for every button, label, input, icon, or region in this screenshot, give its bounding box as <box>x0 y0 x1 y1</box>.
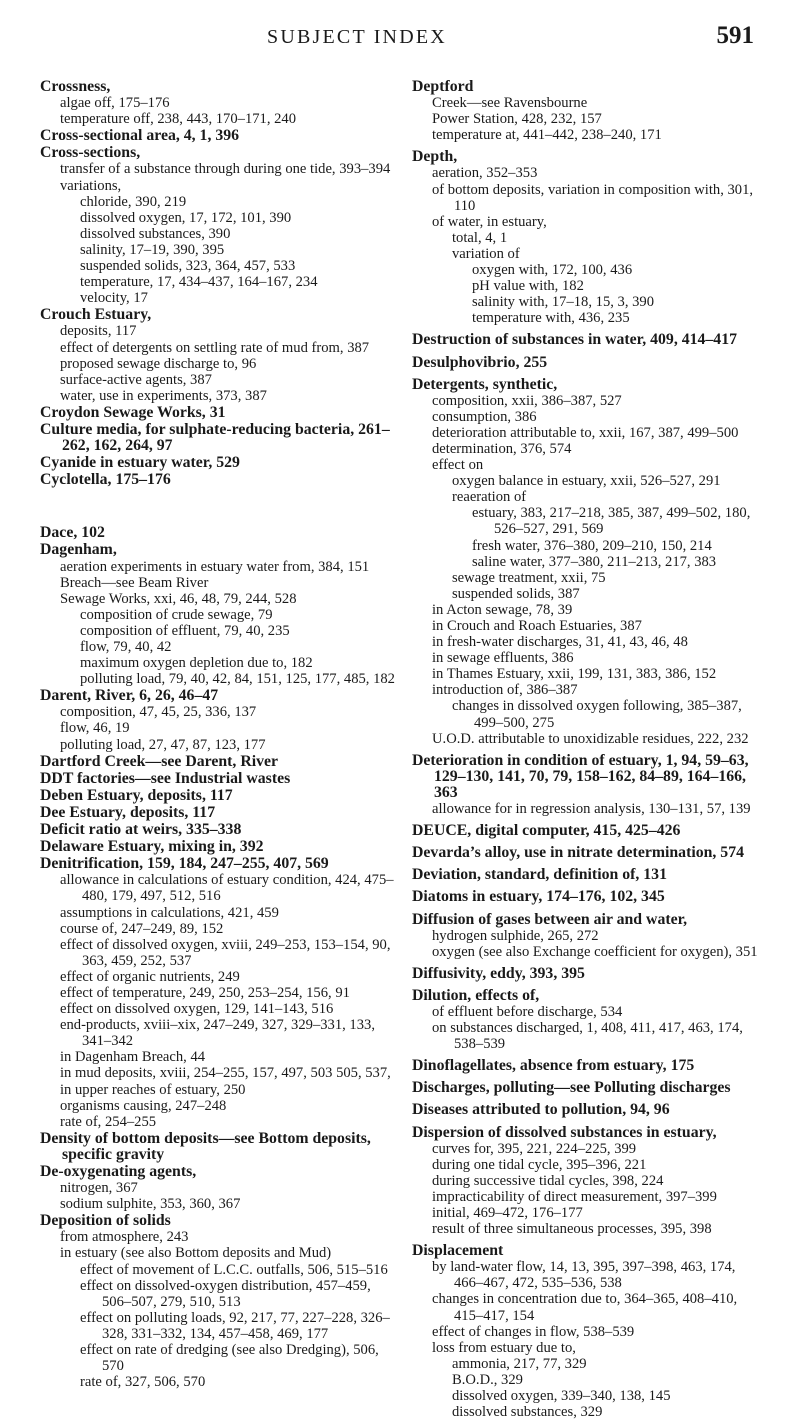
index-subentry: maximum oxygen depletion due to, 182 <box>80 655 313 672</box>
index-subentry: effect on dissolved oxygen, 129, 141–143, 516 <box>60 1001 334 1018</box>
index-heading: Dinoflagellates, absence from estuary, 175 <box>412 1057 695 1075</box>
index-subentry: consumption, 386 <box>432 408 537 425</box>
index-heading: Density of bottom deposits—see Bottom deposits, specific gravity <box>40 1129 371 1163</box>
index-subentry: aeration, 352–353 <box>432 165 538 182</box>
index-subentry: loss from estuary due to, <box>432 1339 576 1356</box>
page-header <box>0 22 800 54</box>
index-heading: Delaware Estuary, mixing in, 392 <box>40 838 264 856</box>
index-heading: Displacement <box>412 1242 504 1260</box>
index-subentry: polluting load, 27, 47, 87, 123, 177 <box>60 736 266 753</box>
index-subentry: effect on rate of dredging (see also Dredging), 506, 570 <box>80 1342 379 1375</box>
index-subentry: impracticability of direct measurement, 397–399 <box>432 1188 717 1205</box>
index-subentry: composition of effluent, 79, 40, 235 <box>80 622 290 639</box>
index-subentry: effect of detergents on settling rate of mud from, 387 <box>60 339 370 356</box>
index-subentry: ammonia, 217, 77, 329 <box>452 1355 587 1372</box>
index-heading: Devarda’s alloy, use in nitrate determination, 574 <box>412 844 745 862</box>
index-subentry: temperature with, 436, 235 <box>472 310 630 327</box>
section-gap <box>40 488 398 524</box>
index-subentry: flow, 79, 40, 42 <box>80 639 172 655</box>
index-subentry: in Thames Estuary, xxii, 199, 131, 383, 386, 152 <box>432 666 717 683</box>
index-heading: Diseases attributed to pollution, 94, 96 <box>412 1101 670 1119</box>
index-heading: Crouch Estuary, <box>40 306 152 324</box>
index-subentry: fresh water, 376–380, 209–210, 150, 214 <box>472 537 712 554</box>
index-subentry: sewage treatment, xxii, 75 <box>452 569 606 586</box>
index-subentry: changes in concentration due to, 364–365, 408–410, 415–417, 154 <box>432 1291 738 1324</box>
index-subentry: dissolved substances, 390 <box>80 225 231 242</box>
index-heading: Deficit ratio at weirs, 335–338 <box>40 821 242 839</box>
index-subentry: by land-water flow, 14, 13, 395, 397–398, 463, 174, 466–467, 472, 535–536, 538 <box>432 1259 736 1292</box>
index-subentry: from atmosphere, 243 <box>60 1229 189 1246</box>
index-column-left <box>40 78 398 1390</box>
index-subentry: variations, <box>60 177 122 194</box>
index-subentry: effect of dissolved oxygen, xviii, 249–253, 153–154, 90, 363, 459, 252, 537 <box>60 936 391 969</box>
index-heading: Deviation, standard, definition of, 131 <box>412 866 667 884</box>
index-subentry: hydrogen sulphide, 265, 272 <box>432 927 599 944</box>
index-heading: Depth, <box>412 148 458 166</box>
index-heading: Denitrification, 159, 184, 247–255, 407, 569 <box>40 855 329 873</box>
index-subentry: in sewage effluents, 386 <box>432 650 574 667</box>
index-heading: Discharges, polluting—see Polluting discharges <box>412 1079 731 1097</box>
index-heading: Deptford <box>412 78 474 95</box>
index-subentry: determination, 376, 574 <box>432 440 572 457</box>
index-heading: De-oxygenating agents, <box>40 1163 197 1180</box>
index-subentry: course of, 247–249, 89, 152 <box>60 920 224 937</box>
index-subentry: in estuary (see also Bottom deposits and Mud) <box>60 1245 332 1262</box>
index-subentry: temperature, 17, 434–437, 164–167, 234 <box>80 274 318 291</box>
index-heading: Dagenham, <box>40 541 117 559</box>
index-heading: Dace, 102 <box>40 524 105 542</box>
index-heading: Desulphovibrio, 255 <box>412 353 548 371</box>
index-subentry: chloride, 390, 219 <box>80 193 187 210</box>
index-subentry: effect of organic nutrients, 249 <box>60 968 240 985</box>
index-subentry: temperature off, 238, 443, 170–171, 240 <box>60 111 297 128</box>
index-subentry: water, use in experiments, 373, 387 <box>60 387 267 404</box>
index-subentry: flow, 46, 19 <box>60 720 130 737</box>
index-heading: Diffusion of gases between air and water, <box>412 910 688 928</box>
index-subentry: oxygen with, 172, 100, 436 <box>472 262 633 279</box>
index-subentry: end-products, xviii–xix, 247–249, 327, 329–331, 133, 341–342 <box>60 1017 375 1050</box>
index-subentry: effect on <box>432 457 484 474</box>
index-subentry: assumptions in calculations, 421, 459 <box>60 904 279 921</box>
index-subentry: effect of changes in flow, 538–539 <box>432 1323 635 1340</box>
index-subentry: composition of crude sewage, 79 <box>80 606 273 623</box>
index-subentry: U.O.D. attributable to unoxidizable residues, 222, 232 <box>432 730 749 747</box>
index-subentry: pH value with, 182 <box>472 278 584 295</box>
index-heading: Dartford Creek—see Darent, River <box>40 752 279 770</box>
index-heading: Culture media, for sulphate-reducing bacteria, 261–262, 162, 264, 97 <box>40 420 390 455</box>
index-subentry: surface-active agents, 387 <box>60 371 212 388</box>
index-heading: Darent, River, 6, 26, 46–47 <box>40 687 219 705</box>
index-subentry: composition, xxii, 386–387, 527 <box>432 392 622 409</box>
index-subentry: in Dagenham Breach, 44 <box>60 1049 206 1066</box>
index-heading: Diatoms in estuary, 174–176, 102, 345 <box>412 888 665 906</box>
index-subentry: deterioration attributable to, xxii, 167, 387, 499–500 <box>432 424 739 441</box>
index-subentry: allowance for in regression analysis, 130–131, 57, 139 <box>432 801 751 818</box>
running-title: SUBJECT INDEX <box>267 26 447 48</box>
index-subentry: Creek—see Ravensbourne <box>432 95 588 112</box>
index-subentry: reaeration of <box>452 489 527 506</box>
index-subentry: in mud deposits, xviii, 254–255, 157, 497, 503 505, 537, <box>60 1065 391 1082</box>
index-subentry: composition, 47, 45, 25, 336, 137 <box>60 704 257 721</box>
index-subentry: Sewage Works, xxi, 46, 48, 79, 244, 528 <box>60 590 297 607</box>
index-heading: DEUCE, digital computer, 415, 425–426 <box>412 822 681 840</box>
index-subentry: algae off, 175–176 <box>60 95 170 112</box>
index-subentry: Breach—see Beam River <box>60 574 209 591</box>
index-subentry: aeration experiments in estuary water from, 384, 151 <box>60 558 370 575</box>
page-number: 591 <box>716 22 754 49</box>
index-subentry: velocity, 17 <box>80 290 148 307</box>
index-heading: Detergents, synthetic, <box>412 375 558 393</box>
index-heading: Deben Estuary, deposits, 117 <box>40 786 233 804</box>
index-subentry: salinity, 17–19, 390, 395 <box>80 241 225 258</box>
index-subentry: dissolved substances, 329 <box>452 1404 603 1420</box>
index-heading: Dilution, effects of, <box>412 986 540 1004</box>
index-subentry: in fresh-water discharges, 31, 41, 43, 46, 48 <box>432 634 688 651</box>
index-subentry: in Crouch and Roach Estuaries, 387 <box>432 618 642 634</box>
index-subentry: rate of, 327, 506, 570 <box>80 1374 206 1391</box>
index-subentry: result of three simultaneous processes, 395, 398 <box>432 1221 712 1238</box>
index-subentry: effect on polluting loads, 92, 217, 77, 227–228, 326–328, 331–332, 134, 457–458, 469, 177 <box>80 1309 390 1342</box>
index-subentry: rate of, 254–255 <box>60 1113 157 1130</box>
index-column-right <box>412 78 768 1420</box>
index-subentry: temperature at, 441–442, 238–240, 171 <box>432 127 662 144</box>
index-subentry: during successive tidal cycles, 398, 224 <box>432 1172 664 1189</box>
index-heading: Diffusivity, eddy, 393, 395 <box>412 964 585 982</box>
index-subentry: B.O.D., 329 <box>452 1371 523 1388</box>
index-heading: Destruction of substances in water, 409, 414–417 <box>412 331 738 349</box>
index-heading: Cross-sections, <box>40 144 141 162</box>
index-subentry: oxygen (see also Exchange coefficient for oxygen), 351 <box>432 943 758 960</box>
index-subentry: transfer of a substance through during one tide, 393–394 <box>60 161 391 178</box>
index-subentry: total, 4, 1 <box>452 229 508 246</box>
index-subentry: of bottom deposits, variation in composition with, 301, 110 <box>432 181 754 214</box>
index-subentry: estuary, 383, 217–218, 385, 387, 499–502, 180, 526–527, 291, 569 <box>472 505 751 538</box>
index-subentry: proposed sewage discharge to, 96 <box>60 355 257 372</box>
index-subentry: saline water, 377–380, 211–213, 217, 383 <box>472 553 717 570</box>
index-heading: Dee Estuary, deposits, 117 <box>40 803 216 821</box>
index-subentry: in Acton sewage, 78, 39 <box>432 601 573 618</box>
index-subentry: dissolved oxygen, 17, 172, 101, 390 <box>80 209 292 226</box>
index-subentry: allowance in calculations of estuary condition, 424, 475–480, 179, 497, 512, 516 <box>60 872 394 905</box>
index-subentry: in upper reaches of estuary, 250 <box>60 1081 246 1098</box>
index-subentry: deposits, 117 <box>60 323 137 340</box>
index-subentry: nitrogen, 367 <box>60 1180 138 1197</box>
index-subentry: salinity with, 17–18, 15, 3, 390 <box>472 294 655 311</box>
index-subentry: variation of <box>452 245 520 262</box>
index-heading: Dispersion of dissolved substances in estuary, <box>412 1123 717 1141</box>
index-subentry: suspended solids, 387 <box>452 585 580 602</box>
index-subentry: initial, 469–472, 176–177 <box>432 1205 583 1221</box>
index-subentry: oxygen balance in estuary, xxii, 526–527, 291 <box>452 473 721 490</box>
index-subentry: sodium sulphite, 353, 360, 367 <box>60 1196 241 1213</box>
index-subentry: effect on dissolved-oxygen distribution, 457–459, 506–507, 279, 510, 513 <box>80 1277 371 1310</box>
index-heading: Croydon Sewage Works, 31 <box>40 403 226 421</box>
index-heading: Deterioration in condition of estuary, 1, 94, 59–63, 129–130, 141, 70, 79, 158–162, 84–89, 164–166, 363 <box>412 751 749 801</box>
index-subentry: of effluent before discharge, 534 <box>432 1003 623 1020</box>
index-heading: Crossness, <box>40 78 111 95</box>
index-heading: Deposition of solids <box>40 1212 171 1230</box>
index-subentry: curves for, 395, 221, 224–225, 399 <box>432 1140 637 1157</box>
index-heading: Cyanide in estuary water, 529 <box>40 454 240 472</box>
index-subentry: suspended solids, 323, 364, 457, 533 <box>80 258 296 275</box>
index-subentry: of water, in estuary, <box>432 213 547 230</box>
index-subentry: dissolved oxygen, 339–340, 138, 145 <box>452 1388 671 1405</box>
index-subentry: effect of temperature, 249, 250, 253–254, 156, 91 <box>60 984 350 1001</box>
index-subentry: organisms causing, 247–248 <box>60 1097 227 1114</box>
index-subentry: introduction of, 386–387 <box>432 682 578 699</box>
index-subentry: during one tidal cycle, 395–396, 221 <box>432 1156 647 1173</box>
index-subentry: polluting load, 79, 40, 42, 84, 151, 125, 177, 485, 182 <box>80 671 395 688</box>
index-heading: DDT factories—see Industrial wastes <box>40 769 291 787</box>
index-heading: Cyclotella, 175–176 <box>40 471 171 489</box>
index-subentry: changes in dissolved oxygen following, 385–387, 499–500, 275 <box>452 698 742 731</box>
index-heading: Cross-sectional area, 4, 1, 396 <box>40 127 240 145</box>
index-subentry: effect of movement of L.C.C. outfalls, 506, 515–516 <box>80 1261 388 1278</box>
index-subentry: on substances discharged, 1, 408, 411, 417, 463, 174, 538–539 <box>432 1020 743 1053</box>
index-subentry: Power Station, 428, 232, 157 <box>432 111 602 128</box>
